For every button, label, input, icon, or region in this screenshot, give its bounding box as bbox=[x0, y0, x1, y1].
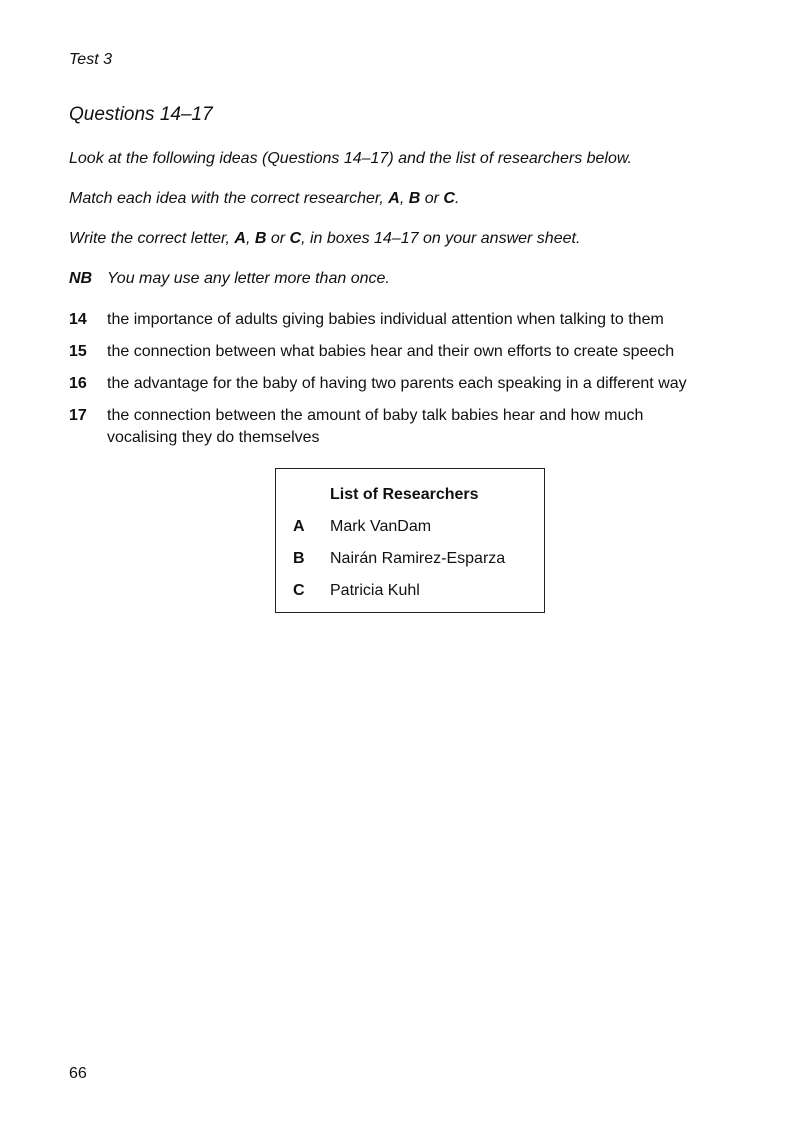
instruction-line-2-letter-a: A bbox=[388, 190, 400, 207]
question-text: the importance of adults giving babies individual attention when talking to them bbox=[107, 311, 664, 328]
question-number: 16 bbox=[69, 375, 87, 392]
researcher-name: Patricia Kuhl bbox=[330, 582, 420, 599]
researcher-letter: A bbox=[293, 518, 305, 535]
page-number: 66 bbox=[69, 1065, 87, 1082]
instruction-line-3-letter-a: A bbox=[234, 230, 246, 247]
nb-label: NB bbox=[69, 270, 93, 287]
instruction-line-3-comma: , bbox=[245, 230, 255, 247]
question-number: 15 bbox=[69, 343, 87, 360]
instruction-line-2-end: . bbox=[454, 190, 460, 207]
running-header: Test 3 bbox=[69, 51, 112, 68]
instruction-line-1: Look at the following ideas (Questions 14–17) and the list of researchers below. bbox=[69, 150, 632, 167]
question-number: 17 bbox=[69, 407, 87, 424]
researcher-list-title: List of Researchers bbox=[330, 486, 479, 503]
researcher-name: Mark VanDam bbox=[330, 518, 432, 535]
nb-text: You may use any letter more than once. bbox=[107, 270, 390, 287]
researcher-letter: C bbox=[293, 582, 305, 599]
instruction-line-3-letter-c: C bbox=[289, 230, 302, 247]
instruction-line-3 bbox=[69, 230, 580, 248]
question-text: the advantage for the baby of having two parents each speaking in a different way bbox=[107, 375, 687, 392]
question-text: the connection between what babies hear and their own efforts to create speech bbox=[107, 343, 675, 360]
instruction-line-2-comma: , bbox=[399, 190, 409, 207]
instruction-line-2-letter-b: B bbox=[408, 190, 421, 207]
instruction-line-2-letter-c: C bbox=[443, 190, 455, 207]
instruction-line-3-end: , in boxes 14–17 on your answer sheet. bbox=[301, 230, 581, 247]
instruction-line-3-prefix: Write the correct letter, bbox=[69, 230, 235, 247]
question-number: 14 bbox=[69, 311, 87, 328]
instruction-line-2 bbox=[69, 190, 459, 208]
researcher-letter: B bbox=[293, 550, 305, 567]
instruction-line-2-or: or bbox=[420, 190, 444, 207]
instruction-line-3-letter-b: B bbox=[254, 230, 267, 247]
instruction-line-2-prefix: Match each idea with the correct researcher, bbox=[69, 190, 389, 207]
researcher-list-box bbox=[275, 468, 545, 613]
researcher-name: Nairán Ramirez-Esparza bbox=[330, 550, 506, 567]
instruction-line-3-or: or bbox=[266, 230, 290, 247]
section-heading: Questions 14–17 bbox=[69, 104, 213, 125]
question-text: the connection between the amount of baby talk babies hear and how much vocalising they do themselves bbox=[107, 407, 644, 446]
